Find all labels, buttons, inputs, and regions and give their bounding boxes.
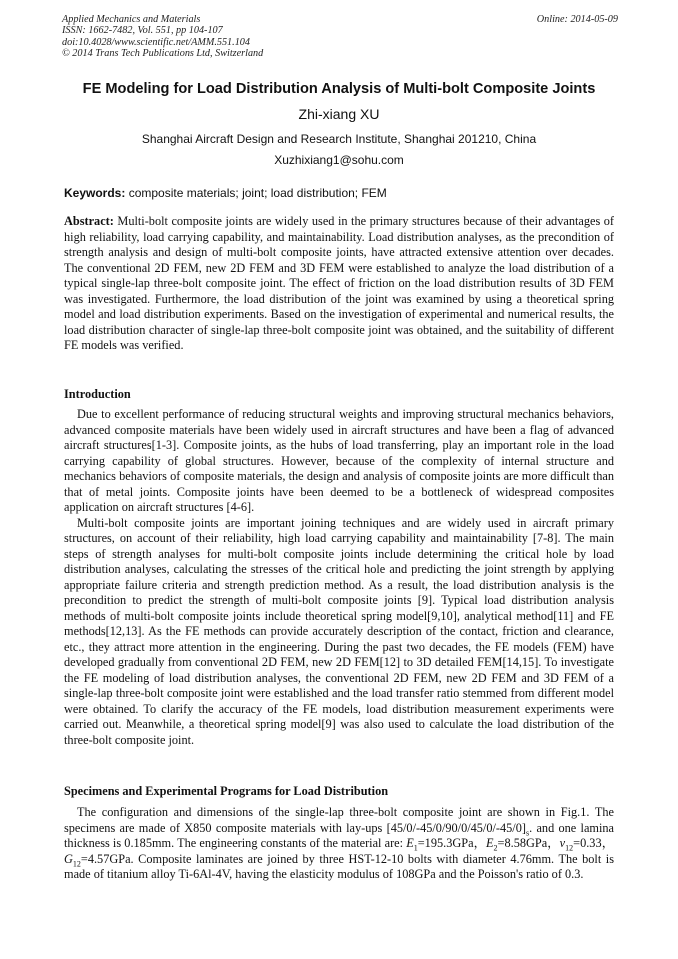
e2-value: =8.58GPa， — [497, 836, 560, 850]
specimens-text-a: The configuration and dimensions of the single-lap three-bolt composite joint are shown in Fig.1. The specimens are made of X850 composite materials with lay-ups [45/0/-45/0/90/0/45/0/-45/0] — [64, 805, 614, 835]
author-email[interactable]: Xuzhixiang1@sohu.com — [274, 153, 404, 167]
author-name: Zhi-xiang XU — [298, 106, 380, 122]
online-date: Online: 2014-05-09 — [536, 14, 618, 25]
v12-subscript: 12 — [565, 843, 574, 853]
issn-line: ISSN: 1662-7482, Vol. 551, pp 104-107 — [62, 25, 223, 37]
abstract-label: Abstract: — [64, 214, 114, 228]
v12-value: =0.33， — [573, 836, 614, 850]
keywords — [64, 186, 616, 200]
e1-value: =195.3GPa， — [417, 836, 487, 850]
abstract-text: Multi-bolt composite joints are widely used in the primary structures because of their advantages of high reliability, load carrying capability, and maintainability. Load distribution analyses, as the precondition of strength analysis and design of multi-bolt composite joints, have attracted extensive attention over decades. The conventional 2D FEM, new 2D FEM and 3D FEM were established to analyze the load distribution of a typical single-lap three-bolt composite joint. The effect of friction on the load distribution results of 3D FEM was investigated. Furthermore, the load distribution of the joint was examined by using a theoretical spring model and load distribution experiments. Based on the investigation of experimental and numerical results, the load distribution character of single-lap three-bolt composite joint was obtained, and the suitability of different FE models was verified. — [64, 214, 614, 352]
author-affiliation: Shanghai Aircraft Design and Research Institute, Shanghai 201210, China — [141, 132, 537, 146]
specimens-text-b: . and one lamina thickness is 0.185mm. The engineering constants of the material are: — [64, 820, 614, 850]
doi-link[interactable]: doi:10.4028/www.scientific.net/AMM.551.104 — [62, 36, 250, 48]
g12-subscript: 12 — [72, 858, 81, 868]
g12-symbol: G — [64, 851, 73, 866]
intro-paragraph-1: Due to excellent performance of reducing structural weights and improving structural mechanics behaviors, advanced composite materials have been widely used in aircraft structures and have been a flag of advanced aircraft structures[1-3]. Composite joints, as the hubs of load transferring, play an important role in the load carrying capability of global structures. However, because of the complexity of internal structure and mechanics behaviors of composite materials, the design and analysis of composite joints are more difficult than that of metal joints. Composite joints have been deemed to be a bottleneck of widespread composites application on aircraft structures [4-6]. — [64, 407, 614, 514]
specimens-paragraph-1 — [64, 805, 614, 883]
intro-paragraph-2: Multi-bolt composite joints are important joining techniques and are widely used in aircraft primary structures, on account of their reliability, high load carrying capability and maintainability [7-8]. The main steps of strength analyses for multi-bolt composite joints include determining the critical hole by load distribution analyses, calculating the stresses of the critical hole and predicting the joint strength by applying appropriate failure criteria and strength prediction method. As a result, the load distribution analysis is the precondition to predict the strength of multi-bolt composite joints [9]. Typical load distribution analysis methods of multi-bolt composite joints include theoretical spring model[9,10], analytical method[11] and FE methods[12,13]. As the FE methods can provide accurately description of the contact, friction and clearance, etc., they attract more attention in the engineering. During the past two decades, the FE models (FEM) have developed gradually from conventional 2D FEM, new 2D FEM[12] to 3D detailed FEM[14,15]. To investigate the FE modeling of load distribution analyses, the conventional 2D FEM, new 2D FEM and 3D FEM of a single-lap three-bolt composite joint were established and the load transfer ratio stemmed from different model were obtained. To clarify the accuracy of the FE models, load distribution measurement experiments were carried out. Meanwhile, a theoretical spring model[9] was also used to calculate the load distribution of the three-bolt composite joint. — [64, 515, 614, 747]
e1-subscript: 1 — [413, 843, 418, 853]
e1-symbol: E — [406, 836, 414, 850]
paper-title: FE Modeling for Load Distribution Analysis of Multi-bolt Composite Joints — [82, 81, 596, 97]
introduction-heading: Introduction — [64, 387, 131, 401]
copyright-line: © 2014 Trans Tech Publications Ltd, Switzerland — [62, 48, 264, 60]
journal-name: Applied Mechanics and Materials — [62, 14, 201, 25]
keywords-text: composite materials; joint; load distribution; FEM — [125, 186, 387, 200]
v12-symbol: v — [559, 836, 566, 850]
specimens-section — [64, 805, 614, 883]
e2-symbol: E — [486, 836, 494, 850]
g12-value: =4.57GPa. Composite laminates are joined by three HST-12-10 bolts with diameter 4.76mm. The bolt is made of titanium alloy Ti-6Al-4V, having the elasticity modulus of 108GPa and the Poisson's ratio of 0.3. — [64, 851, 614, 881]
keywords-label: Keywords: — [64, 186, 126, 200]
abstract — [64, 214, 614, 354]
introduction-section — [64, 407, 614, 748]
e2-subscript: 2 — [493, 843, 498, 853]
layup-subscript: s — [525, 827, 530, 837]
specimens-heading: Specimens and Experimental Programs for Load Distribution — [64, 784, 389, 798]
journal-header — [62, 14, 618, 60]
